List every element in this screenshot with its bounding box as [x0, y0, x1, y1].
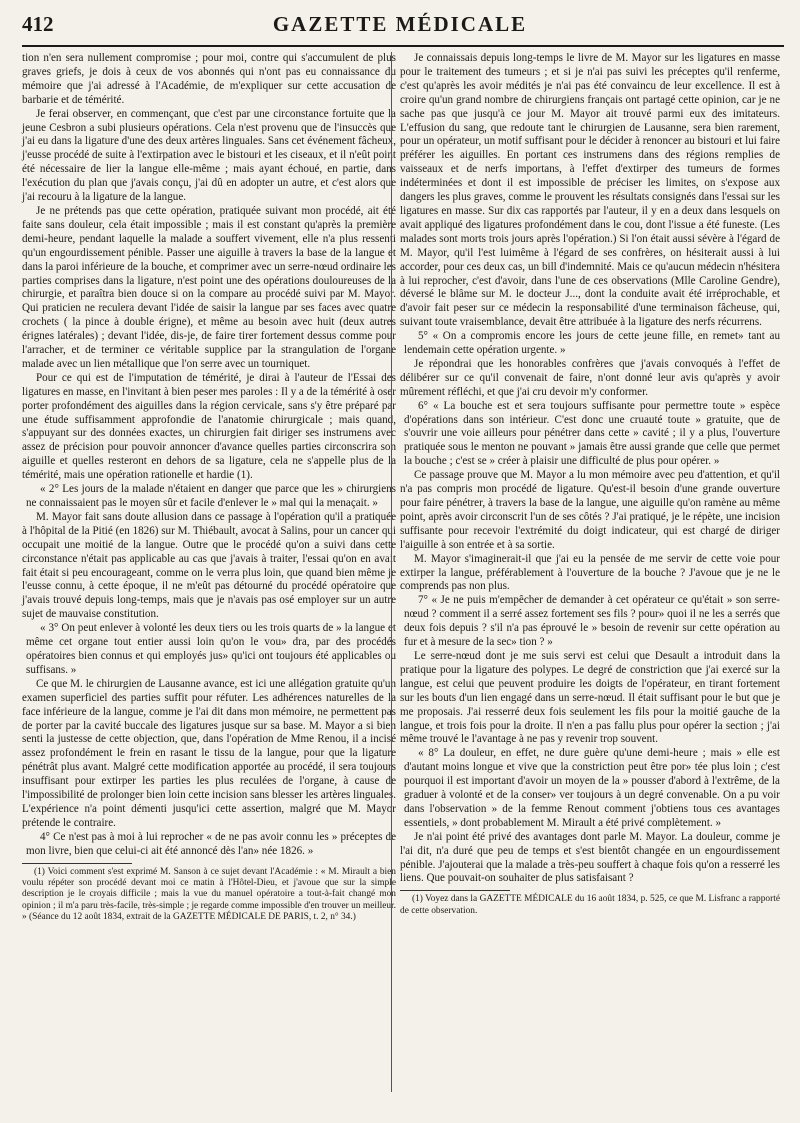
paragraph: Ce que M. le chirurgien de Lausanne avance, est ici une allégation gratuite qu'un examen superficiel des parties suffit pour réfuter. Les adhérences naturelles de la face inférieure de la langue, comme je l'ai dit dans mon mémoire, ne permettent pas de porter par la cavité buccale des ligatures jusque sur sa base. M. Mayor a si bien senti la justesse de cette objection, que, dans l'opération de Mme Renou, il a incisé assez profondément le frein en rasant le tissu de la langue, pour que la ligature pénétrât plus avant. Malgré cette modification apportée au procédé, il sera toujours insuffisant pour extirper les parties les plus reculées de l'organe, à cause de l'impossibilité de prolonger bien loin cette incision sans blesser les artères linguales. L'expérience n'a point démenti jusqu'ici cette assertion, malgré que M. Mayor prétende le contraire. — [22, 677, 396, 829]
paragraph: Je connaissais depuis long-temps le livre de M. Mayor sur les ligatures en masse pour le traitement des tumeurs ; et si je n'ai pas suivi les préceptes qu'il renferme, c'est qu'après les avoir médités je n'ai pas été convaincu de leur excellence. Il est à croire qu'un grand nombre de chirurgiens français ont partagé cette opinion, car je ne sache pas que jusqu'à ce jour M. Mayor ait trouvé parmi eux des imitateurs. L'effusion du sang, que redoute tant le chirurgien de Lausanne, sera bien rarement, pour un opérateur, un motif suffisant pour le décider à renoncer au bistouri et lui faire préférer les aiguilles. En portant ces instrumens dans des régions remplies de vaisseaux et de nerfs importans, à l'effet d'extirper des tumeurs de formes indéterminées et dont il est impossible de préciser les limites, on s'expose aux dangers les plus graves, comme le prouvent les résultats consignés dans l'essai sur les ligatures en masse. Sur dix cas rapportés par l'auteur, il y en a deux dans lesquels on avait appliqué des ligatures profondément dans le cou, dont l'issue a été funeste. (Les malades sont morts trois jours après l'opération.) Si l'on était aussi sévère à l'égard de M. Mayor, qu'il l'est luimême à l'égard de ses confrères, on hésiterait aussi à lui accorder, pour ces deux cas, un bill d'indemnité. Mais ce qu'aucun médecin n'hésitera à lui reprocher, c'est d'avoir, dans l'une de ces observations (Mlle Caroline Gendre), déversé le blâme sur M. le docteur J..., dont la conduite avait été irréprochable, et d'avoir fait peser sur ce médecin la responsabilité d'une terminaison fâcheuse, qui, suivant toute vraisemblance, devait être attribuée à la ligature des nerfs récurrens. — [400, 52, 780, 329]
column-divider — [391, 52, 392, 1092]
paragraph: M. Mayor fait sans doute allusion dans ce passage à l'opération qu'il a pratiquée à l'hôpital de la Pitié (en 1826) sur M. Thiébault, avocat à Salins, pour un cancer qui occupait une moitié de la langue. Outre que le procédé qu'on a suivi dans cette circonstance n'était pas applicable au cas que j'avais à traiter, l'essai qu'on en avait fait était si peu encourageant, comme on le verra plus loin, que quand bien même je l'eusse connu, à cette époque, il ne m'eût pas détourné du procédé opératoire que j'avais trouvé depuis long-temps, mais que je n'avais pas osé employer sur un autre sujet de mauvaise constitution. — [22, 510, 396, 621]
paragraph: Ce passage prouve que M. Mayor a lu mon mémoire avec peu d'attention, et qu'il n'a pas compris mon procédé de ligature. Qu'est-il besoin d'une grande ouverture pour faire pénétrer, à travers la base de la langue, une aiguille qu'on ramène au même point, après avoir circonscrit l'un de ses côtés ? J'ai pratiqué, je le répète, une incision suffisante pour recevoir l'extrémité du doigt indicateur, qui est chargé de diriger l'aiguille à son entrée et à sa sortie. — [400, 469, 780, 551]
quoted-paragraph: « 2° Les jours de la malade n'étaient en danger que parce que les » chirurgiens ne connaissaient pas le moyen sûr et facile d'enlever le » mal qui la menaçait. » — [26, 483, 396, 509]
quoted-paragraph: 4° Ce n'est pas à moi à lui reprocher « de ne pas avoir connu les » préceptes de mon livre, bien que celui-ci ait été annoncé dès l'an» née 1826. » — [26, 830, 396, 857]
paragraph: Je ne prétends pas que cette opération, pratiquée suivant mon procédé, ait été faite sans douleur, cela était impossible ; mais il est constant qu'après la première demi-heure, pendant laquelle la malade a souffert vivement, elle n'a plus ressenti qu'un engourdissement pénible. Passer une aiguille à travers la base de la langue et dans la paroi inférieure de la bouche, et comprimer avec un serre-nœud ordinaire les parties comprises dans la ligature, n'est point une des opérations douloureuses de la chirurgie, et paraîtra bien douce si on la compare au procédé suivi par M. Mayor. Qui praticien ne reculera devant l'idée de saisir la langue par ses faces avec quatre crochets ( la pince à double érigne), et même au besoin avec huit (deux autres érignes latérales) ; devant l'idée, dis-je, de faire tirer fortement dessus comme pour l'arracher, et de terminer ce véritable supplice par la strangulation de l'organe malade avec un lien métallique que l'on serre avec un tourniquet. — [22, 204, 396, 370]
paragraph: M. Mayor s'imaginerait-il que j'ai eu la pensée de me servir de cette voie pour extirper la langue, préférablement à l'ouverture de la bouche ? J'avoue que je ne le comprends pas non plus. — [400, 552, 780, 593]
paragraph: Pour ce qui est de l'imputation de témérité, je dirai à l'auteur de l'Essai des ligatures en masse, en l'invitant à bien peser mes paroles : Il y a de la témérité à oser porter profondément des aiguilles dans la région cervicale, sans s'y être préparé par une étude suffisamment approfondie de l'anatomie chirurgicale ; mais quand, s'appuyant sur des données exactes, un chirurgien fait diriger ses instrumens avec assez de précision pour pouvoir annoncer d'avance quelles parties circonscrira son aiguille et quelles resteront en dehors de sa ligature, cela ne s'appelle plus de la témérité, mais une opération rationelle et hardie (1). — [22, 371, 396, 482]
quoted-paragraph: « 3° On peut enlever à volonté les deux tiers ou les trois quarts de » la langue et même cet organe tout entier aussi loin qu'on le vou» dra, par des procédés opératoires bien connus et qui employés jus» qu'ici ont toujours été applicables ou suffisans. » — [26, 622, 396, 676]
left-column — [22, 52, 396, 924]
quoted-paragraph: 5° « On a compromis encore les jours de cette jeune fille, en remet» tant au lendemain cette opération urgente. » — [404, 330, 780, 357]
paragraph: Le serre-nœud dont je me suis servi est celui que Desault a introduit dans la pratique pour la ligature des polypes. Le degré de constriction que j'ai exercé sur la langue, est celui que peuvent produire les doigts de l'opérateur, en tirant fortement sur les bouts d'un lien engagé dans un serre-nœud. Il était suffisant pour le but que je me proposais. J'ai resserré deux fois seulement les fils pour la moitié gauche de la langue, et trois fois pour la droite. Il n'en a pas fallu plus pour opérer la section ; j'ai même trouvé le l'avantage à ne pas y revenir trop souvent. — [400, 649, 780, 746]
paragraph: tion n'en sera nullement compromise ; pour moi, contre qui s'accumulent de plus graves griefs, je dois à ceux de vos abonnés qui n'ont pas eu connaissance du mémoire que j'ai adressé à l'Académie, de m'expliquer sur cette accusation de barbarie et de témérité. — [22, 52, 396, 106]
paragraph: Je ferai observer, en commençant, que c'est par une circonstance fortuite que la jeune Cesbron a subi plusieurs opérations. Cela n'est provenu que de l'insuccès que j'ai eu dans la ligature d'une des deux artères linguales. Sans cet événement fâcheux, j'eusse procédé de suite à l'extirpation avec le bistouri et les ciseaux, et il n'eût point été nécessaire de lier la langue elle-même ; mais ayant échoué, en partie, dans l'exécution du plan que j'avais conçu, j'ai dû en adopter un autre, et c'est alors que j'ai recouru à la ligature de la langue. — [22, 107, 396, 204]
paragraph: Je n'ai point été privé des avantages dont parle M. Mayor. La douleur, comme je l'ai dit, n'a duré que peu de temps et s'est bientôt changée en un engourdissement pénible. J'ajouterai que la malade a très-peu souffert à chaque fois qu'on a resserré les liens. Que pouvait-on souhaiter de plus satisfaisant ? — [400, 830, 780, 885]
right-column — [400, 52, 780, 917]
paragraph: Je répondrai que les honorables confrères que j'avais convoqués à l'effet de délibérer sur ce qu'il convenait de faire, n'ont donné leur avis qu'après y avoir mûrement réfléchi, et que j'ai cru devoir m'y conformer. — [400, 357, 780, 398]
footnote-rule — [400, 890, 510, 891]
footnote: (1) Voyez dans la GAZETTE MÉDICALE du 16 août 1834, p. 525, ce que M. Lisfranc a rapporté de cette observation. — [400, 894, 780, 916]
quoted-paragraph: 6° « La bouche est et sera toujours suffisante pour permettre toute » espèce d'opérations dans son intérieur. C'est donc une cruauté toute » gratuite, que de s'ouvrir une voie ailleurs pour pénétrer dans cette » cavité ; il y a plus, l'ouverture pratiquée sous le menton ne pouvant » jamais être aussi grande que celle que permet la bouche ; c'est se » créer à plaisir une difficulté de plus pour opérer. » — [404, 399, 780, 468]
footnote-rule — [22, 863, 132, 864]
quoted-paragraph: « 8° La douleur, en effet, ne dure guère qu'une demi-heure ; mais » elle est d'autant moins longue et vive que la constriction peut être por» tée plus loin ; c'est pourquoi il est important d'avoir un moyen de la » pousser d'abord à l'extrême, de la graduer à volonté et de la conser» ver toujours à un degré convenable. On a pu voir dans l'observation » de la femme Renout comment j'obtiens tous ces avantages essentiels, » dont probablement M. Mirault a été privé complètement. » — [404, 747, 780, 829]
page-number: 412 — [22, 12, 54, 36]
header-rule — [22, 45, 784, 47]
journal-title: GAZETTE MÉDICALE — [272, 12, 528, 36]
quoted-paragraph: 7° « Je ne puis m'empêcher de demander à cet opérateur ce qu'était » son serre-nœud ? comment il a serré assez fortement ses fils ? pour» quoi il ne les a serrés que deux fois depuis ? s'il n'a pas éprouvé le » besoin de revenir sur cette opération au fur et à mesure de la sec» tion ? » — [404, 594, 780, 649]
footnote: (1) Voici comment s'est exprimé M. Sanson à ce sujet devant l'Académie : « M. Mirault a bien voulu répéter son procédé devant moi ce matin à l'Hôtel-Dieu, et j'avoue que sur la simple description je le croyais difficile ; mais la vue du manuel opératoire a tout-à-fait changé mon opinion ; il m'a paru très-facile, très-simple ; je regarde comme impossible d'en trouver un meilleur. » (Séance du 12 août 1834, extrait de la GAZETTE MÉDICALE DE PARIS, t. 2, n° 34.) — [22, 866, 396, 923]
